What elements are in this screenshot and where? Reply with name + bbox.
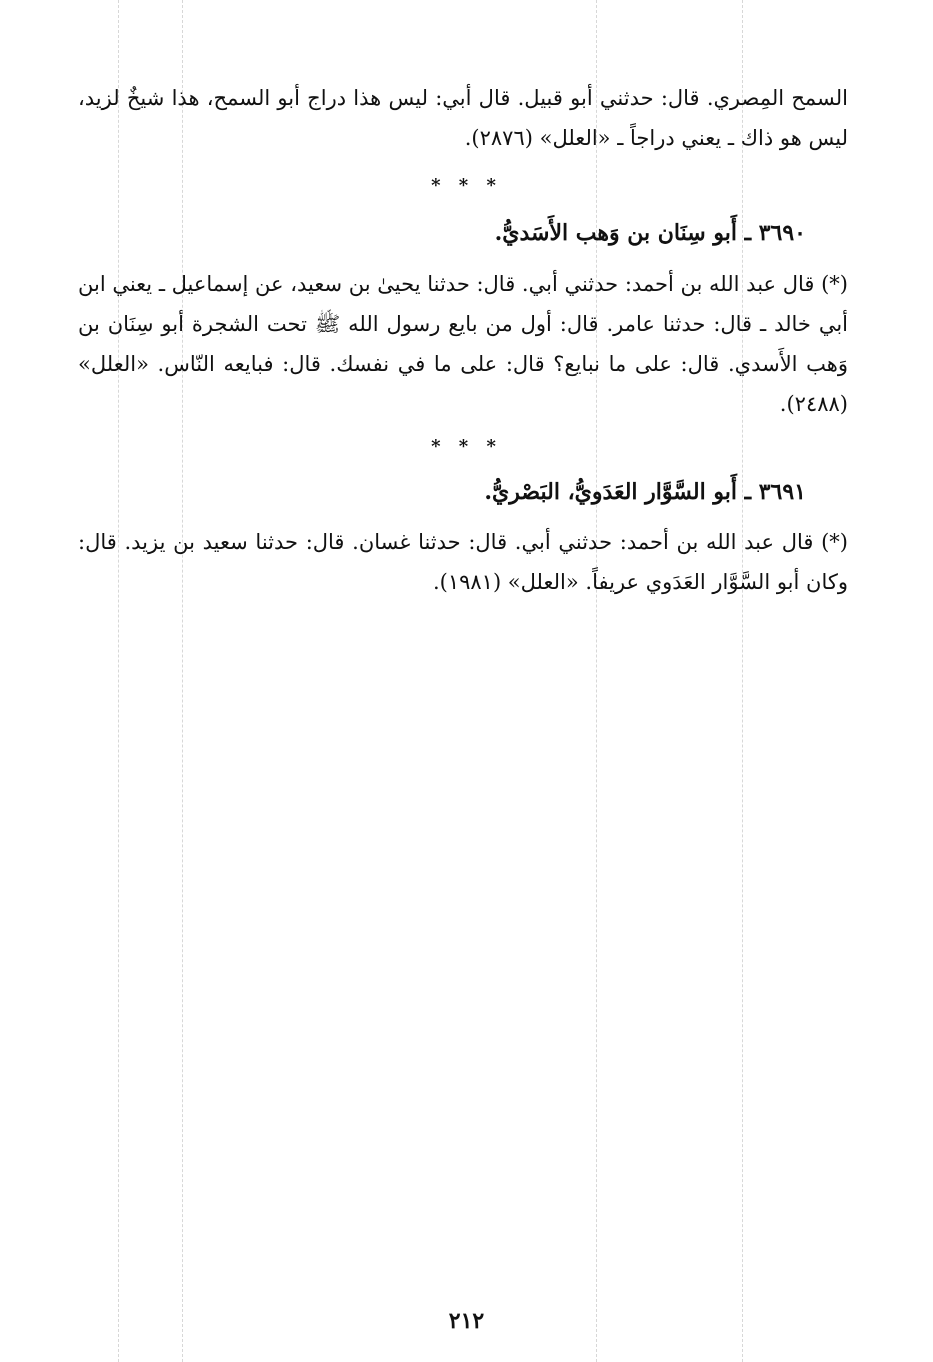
scan-artifact-line [182,0,183,1362]
section-separator: * * * [431,175,502,196]
section-separator: * * * [431,436,502,457]
scan-artifact-line [596,0,597,1362]
continuation-paragraph: السمح المِصري. قال: حدثني أبو قبيل. قال أبي: ليس هذا دراج أبو السمح، هذا شيخٌ لزيد، ليس هو ذاك ـ يعني دراجاً ـ «العلل» (٢٨٧٦). [78,86,848,150]
entry-body-3690: (*) قال عبد الله بن أحمد: حدثني أبي. قال: حدثنا يحيىٰ بن سعيد، عن إسماعيل ـ يعني ابن أبي خالد ـ قال: حدثنا عامر. قال: أول من بايع رسول الله ﷺ تحت الشجرة أبو سِنَان بن وَهب الأَسدي. قال: على ما نبايع؟ قال: على ما في نفسك. قال: فبايعه النّاس. «العلل» (٢٤٨٨). [77,272,848,416]
entry-heading-3690: ٣٦٩٠ ـ أَبو سِنَان بن وَهب الأَسَديُّ. [494,220,806,246]
scan-artifact-line [742,0,743,1362]
entry-body-3691: (*) قال عبد الله بن أحمد: حدثني أبي. قال: حدثنا غسان. قال: حدثنا سعيد بن يزيد. قال: وكان أبو السَّوَّار العَدَوي عريفاً. «العلل» (١٩٨١). [78,530,848,594]
page-number: ٢١٢ [448,1308,485,1334]
entry-heading-3691: ٣٦٩١ ـ أَبو السَّوَّار العَدَويُّ، البَصْريُّ. [484,479,806,505]
scan-artifact-line [118,0,119,1362]
